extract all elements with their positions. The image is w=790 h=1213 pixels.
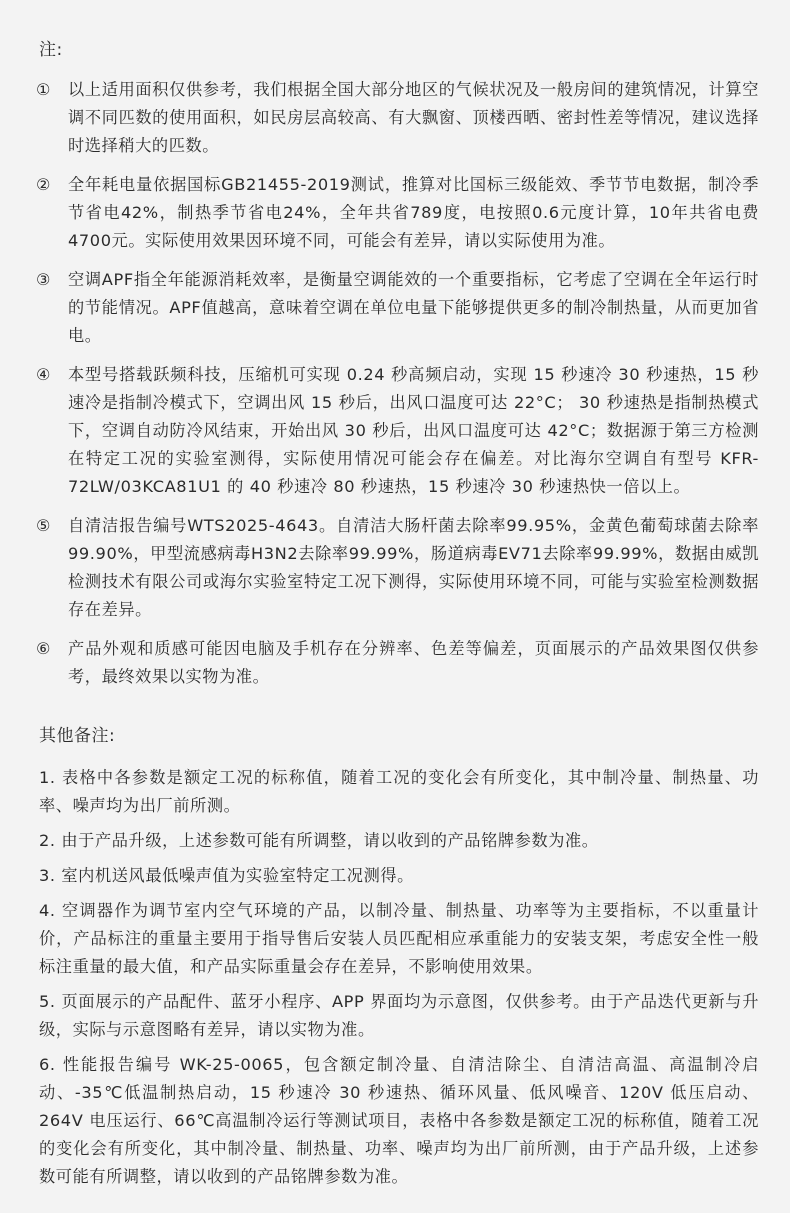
note-text: 以上适用面积仅供参考，我们根据全国大部分地区的气候状况及一般房间的建筑情况，计算空调不同匹数的使用面积，如民房层高较高、有大飘窗、顶楼西晒、密封性差等情况，建议选择时选择稍大的匹数。 — [68, 80, 759, 155]
note-text: 产品外观和质感可能因电脑及手机存在分辨率、色差等偏差，页面展示的产品效果图仅供参考，最终效果以实物为准。 — [68, 639, 759, 686]
other-notes-heading: 其他备注: — [39, 726, 116, 746]
other-note-item: 6. 性能报告编号 WK-25-0065，包含额定制冷量、自清洁除尘、自清洁高温、高温制冷启动、-35℃低温制热启动，15 秒速冷 30 秒速热、循环风量、低风噪音、120V 低压启动、264V 电压运行、66℃高温制冷运行等测试项目，表格中各参数是额定工况的标称值，随着工况的变化会有所变化，其中制冷量、制热量、功率、噪声均为出厂前所测，由于产品升级，上述参数可能有所调整，请以收到的产品铭牌参数为准。 — [39, 1055, 759, 1186]
note-item — [34, 266, 759, 350]
note-text: 本型号搭载跃频科技，压缩机可实现 0.24 秒高频启动，实现 15 秒速冷 30 秒速热，15 秒速冷是指制冷模式下，空调出风 15 秒后，出风口温度可达 22°C； 30 秒速热是指制热模式下，空调自动防冷风结束，开始出风 30 秒后，出风口温度可达 42°C；数据源于第三方检测在特定工况的实验室测得，实际使用情况可能会存在偏差。对比海尔空调自有型号 KFR-72LW/03KCA81U1 的 40 秒速冷 80 秒速热，15 秒速冷 30 秒速热快一倍以上。 — [68, 365, 759, 496]
note-text: 自清洁报告编号WTS2025-4643。自清洁大肠杆菌去除率99.95%，金黄色葡萄球菌去除率99.90%，甲型流感病毒H3N2去除率99.99%，肠道病毒EV71去除率99.99%，数据由威凯检测技术有限公司或海尔实验室特定工况下测得，实际使用环境不同，可能与实验室检测数据存在差异。 — [68, 516, 759, 619]
note-marker: ⑥ — [36, 639, 51, 658]
note-item — [34, 76, 759, 160]
note-marker: ① — [36, 80, 51, 99]
notes-heading: 注: — [39, 40, 63, 60]
note-text: 空调APF指全年能源消耗效率，是衡量空调能效的一个重要指标，它考虑了空调在全年运行时的节能情况。APF值越高，意味着空调在单位电量下能够提供更多的制冷制热量，从而更加省电。 — [68, 270, 759, 345]
note-item — [34, 361, 759, 501]
note-item — [34, 171, 759, 255]
other-notes-list — [39, 764, 759, 1198]
note-item — [34, 512, 759, 624]
notes-list — [34, 76, 759, 702]
other-note-item: 1. 表格中各参数是额定工况的标称值，随着工况的变化会有所变化，其中制冷量、制热量、功率、噪声均为出厂前所测。 — [39, 768, 759, 815]
note-item — [34, 635, 759, 691]
note-marker: ③ — [36, 270, 51, 289]
note-marker: ④ — [36, 365, 51, 384]
note-text: 全年耗电量依据国标GB21455-2019测试，推算对比国标三级能效、季节节电数据，制冷季节省电42%，制热季节省电24%，全年共省789度，电按照0.6元度计算，10年共省电费4700元。实际使用效果因环境不同，可能会有差异，请以实际使用为准。 — [68, 175, 759, 250]
note-marker: ② — [36, 175, 51, 194]
other-note-item: 5. 页面展示的产品配件、蓝牙小程序、APP 界面均为示意图，仅供参考。由于产品迭代更新与升级，实际与示意图略有差异，请以实物为准。 — [39, 992, 759, 1039]
other-note-item: 3. 室内机送风最低噪声值为实验室特定工况测得。 — [39, 866, 414, 885]
note-marker: ⑤ — [36, 516, 51, 535]
other-note-item: 4. 空调器作为调节室内空气环境的产品，以制冷量、制热量、功率等为主要指标，不以重量计价，产品标注的重量主要用于指导售后安装人员匹配相应承重能力的安装支架，考虑安全性一般标注重量的最大值，和产品实际重量会存在差异，不影响使用效果。 — [39, 901, 759, 976]
other-note-item: 2. 由于产品升级，上述参数可能有所调整，请以收到的产品铭牌参数为准。 — [39, 831, 599, 850]
